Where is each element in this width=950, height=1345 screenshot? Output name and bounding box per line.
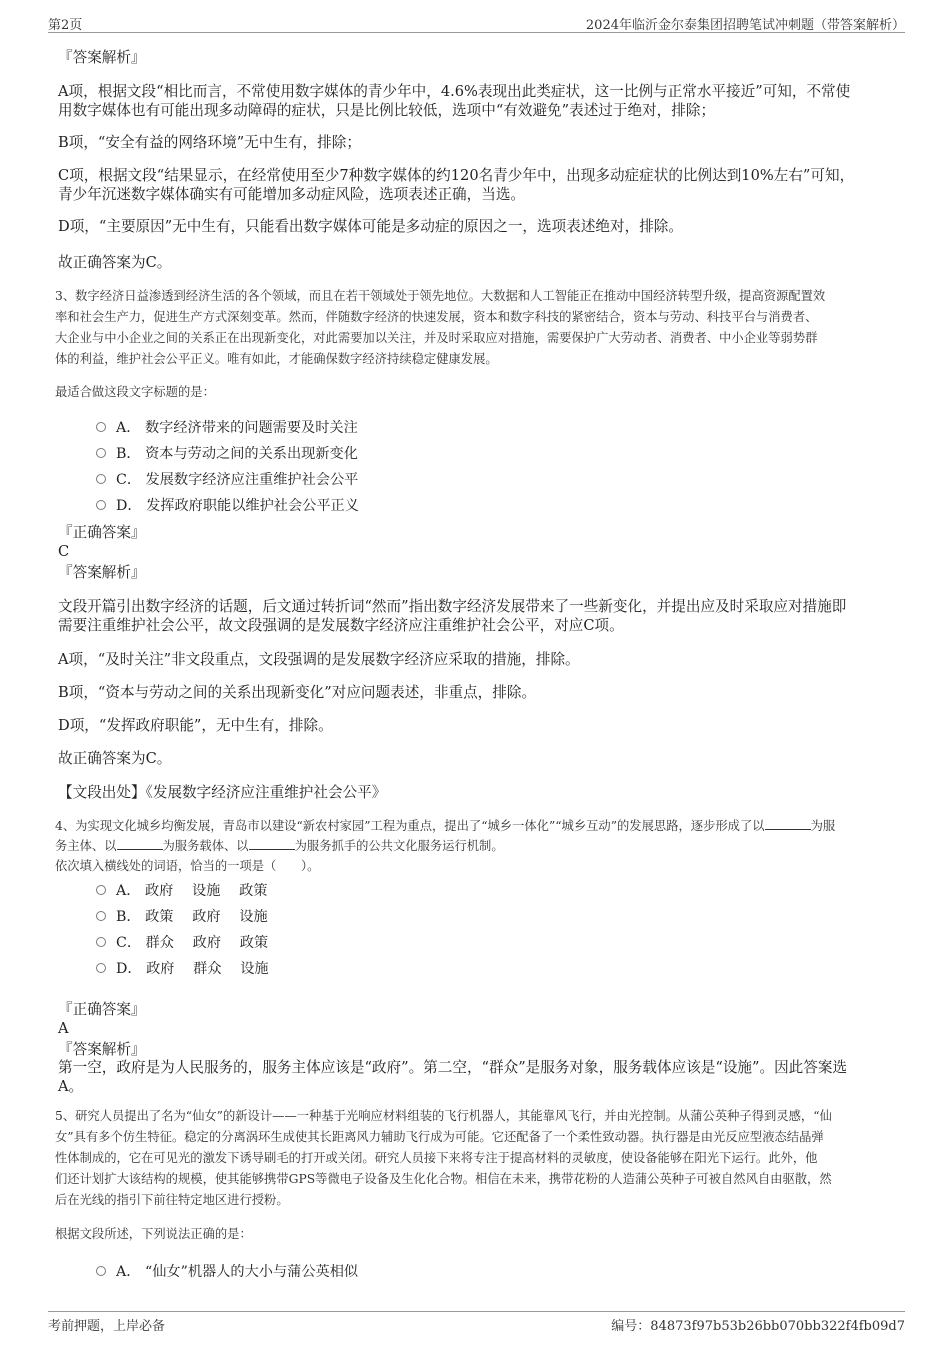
q4-option-a[interactable]: A． 政府 设施 政策 <box>96 880 267 900</box>
q4-analysis-line1: 第一空，政府是为人民服务的，服务主体应该是“政府”。第二空，“群众”是服务对象，服务载体应该是“设施”。因此答案选 <box>58 1059 848 1076</box>
q5-passage-line4: 们还计划扩大该结构的规模，使其能够携带GPS等微电子设备及生化化合物。相信在未来，携带花粉的人造蒲公英种子可被自然风自由驱散，然 <box>55 1172 832 1186</box>
fill-blank <box>117 837 163 850</box>
q5-option-a[interactable]: A． “仙女”机器人的大小与蒲公英相似 <box>96 1261 358 1281</box>
page-footer <box>48 1311 905 1334</box>
radio-icon[interactable] <box>96 1266 106 1276</box>
q3-answer: C <box>58 543 70 560</box>
q2-analysis-d: D项，“主要原因”无中生有，只能看出数字媒体可能是多动症的原因之一，选项表述绝对，排除。 <box>58 218 683 235</box>
page-number: 第2页 <box>48 18 83 33</box>
q4-option-d[interactable]: D． 政府 群众 设施 <box>96 958 269 978</box>
fill-blank <box>249 837 295 850</box>
radio-icon[interactable] <box>96 963 106 973</box>
q3-option-c[interactable]: C． 发展数字经济应注重维护社会公平 <box>96 469 358 489</box>
q3-question: 最适合做这段文字标题的是： <box>55 385 215 399</box>
q3-analysis-line1: 文段开篇引出数字经济的话题，后文通过转折词“然而”指出数字经济发展带来了一些新变化，并提出应及时采取应对措施即 <box>58 598 847 615</box>
q3-passage-line4: 体的利益，维护社会公平正义。唯有如此，才能确保数字经济持续稳定健康发展。 <box>55 352 498 366</box>
q3-option-a[interactable]: A． 数字经济带来的问题需要及时关注 <box>96 417 358 437</box>
page-header <box>48 12 905 33</box>
q3-passage-line3: 大企业与中小企业之间的关系正在出现新变化，对此需要加以关注，并及时采取应对措施，需要保护广大劳动者、消费者、中小企业等弱势群 <box>55 331 818 345</box>
radio-icon[interactable] <box>96 422 106 432</box>
radio-icon[interactable] <box>96 474 106 484</box>
q5-question: 根据文段所述，下列说法正确的是： <box>55 1227 252 1241</box>
q2-analysis-a-line2: 用数字媒体也有可能出现多动障碍的症状，只是比例比较低，选项中“有效避免”表述过于绝对，排除； <box>58 102 716 119</box>
radio-icon[interactable] <box>96 937 106 947</box>
q5-passage-line1: 5、研究人员提出了名为“仙女”的新设计——一种基于光响应材料组装的飞行机器人，其能靠风飞行，并由光控制。从蒲公英种子得到灵感，“仙 <box>55 1109 832 1123</box>
q3-analysis-line2: 需要注重维护社会公平，故文段强调的是发展数字经济应注重维护社会公平，对应C项。 <box>58 617 624 634</box>
answer-label: 『正确答案』 <box>58 1001 146 1018</box>
answer-label: 『正确答案』 <box>58 524 146 541</box>
document-code: 编号：84873f97b53b26bb070bb322f4fb09d7 <box>611 1319 905 1334</box>
document-title: 2024年临沂金尔泰集团招聘笔试冲刺题（带答案解析） <box>585 18 905 33</box>
radio-icon[interactable] <box>96 885 106 895</box>
q3-analysis-a: A项，“及时关注”非文段重点，文段强调的是发展数字经济应采取的措施，排除。 <box>58 651 580 668</box>
q3-source: 【文段出处】《发展数字经济应注重维护社会公平》 <box>58 784 387 801</box>
q3-analysis-d: D项，“发挥政府职能”，无中生有，排除。 <box>58 717 333 734</box>
q2-analysis-c-line2: 青少年沉迷数字媒体确实有可能增加多动症风险，选项表述正确，当选。 <box>58 186 526 203</box>
q3-passage-line1: 3、数字经济日益渗透到经济生活的各个领域，而且在若干领域处于领先地位。大数据和人工智能正在推动中国经济转型升级，提高资源配置效 <box>55 289 826 303</box>
footer-slogan: 考前押题，上岸必备 <box>48 1319 166 1334</box>
q4-question-line2: 务主体、以 为服务载体、以 为服务抓手的公共文化服务运行机制。 <box>55 839 504 853</box>
q5-passage-line2: 女”具有多个仿生特征。稳定的分离涡环生成使其长距离风力辅助飞行成为可能。它还配备了一个柔性致动器。执行器是由光反应型液态结晶弹 <box>55 1130 824 1144</box>
q2-conclusion: 故正确答案为C。 <box>58 254 172 271</box>
q4-option-b[interactable]: B． 政策 政府 设施 <box>96 906 268 926</box>
analysis-label: 『答案解析』 <box>58 49 146 66</box>
q4-question-line1: 4、为实现文化城乡均衡发展，青岛市以建设“新农村家园”工程为重点，提出了“城乡一体化”“城乡互动”的发展思路，逐步形成了以 为服 <box>55 819 836 833</box>
q4-question-line3: 依次填入横线处的词语，恰当的一项是（ ）。 <box>55 859 320 873</box>
q4-option-c[interactable]: C． 群众 政府 政策 <box>96 932 268 952</box>
q2-analysis-b: B项，“安全有益的网络环境”无中生有，排除； <box>58 134 361 151</box>
q5-passage-line3: 性体制成的，它在可见光的激发下诱导刷毛的打开或关闭。研究人员接下来将专注于提高材料的灵敏度，使设备能够在阳光下运行。此外，他 <box>55 1151 818 1165</box>
q3-passage-line2: 率和社会生产力，促进生产方式深刻变革。然而，伴随数字经济的快速发展，资本和数字科技的紧密结合，资本与劳动、科技平台与消费者、 <box>55 310 818 324</box>
radio-icon[interactable] <box>96 911 106 921</box>
analysis-label: 『答案解析』 <box>58 564 146 581</box>
radio-icon[interactable] <box>96 448 106 458</box>
analysis-label: 『答案解析』 <box>58 1041 146 1058</box>
q2-analysis-a-line1: A项，根据文段“相比而言，不常使用数字媒体的青少年中，4.6%表现出此类症状，这一比例与正常水平接近”可知，不常使 <box>58 83 851 100</box>
q3-analysis-b: B项，“资本与劳动之间的关系出现新变化”对应问题表述，非重点，排除。 <box>58 684 537 701</box>
fill-blank <box>765 817 811 830</box>
q4-analysis-line2: A。 <box>58 1078 84 1095</box>
q3-option-b[interactable]: B． 资本与劳动之间的关系出现新变化 <box>96 443 358 463</box>
q3-conclusion: 故正确答案为C。 <box>58 750 172 767</box>
q3-option-d[interactable]: D． 发挥政府职能以维护社会公平正义 <box>96 495 359 515</box>
q5-passage-line5: 后在光线的指引下前往特定地区进行授粉。 <box>55 1193 289 1207</box>
q4-answer: A <box>58 1020 69 1037</box>
radio-icon[interactable] <box>96 500 106 510</box>
q2-analysis-c-line1: C项，根据文段“结果显示，在经常使用至少7种数字媒体的约120名青少年中，出现多动症症状的比例达到10%左右”可知， <box>58 167 855 184</box>
